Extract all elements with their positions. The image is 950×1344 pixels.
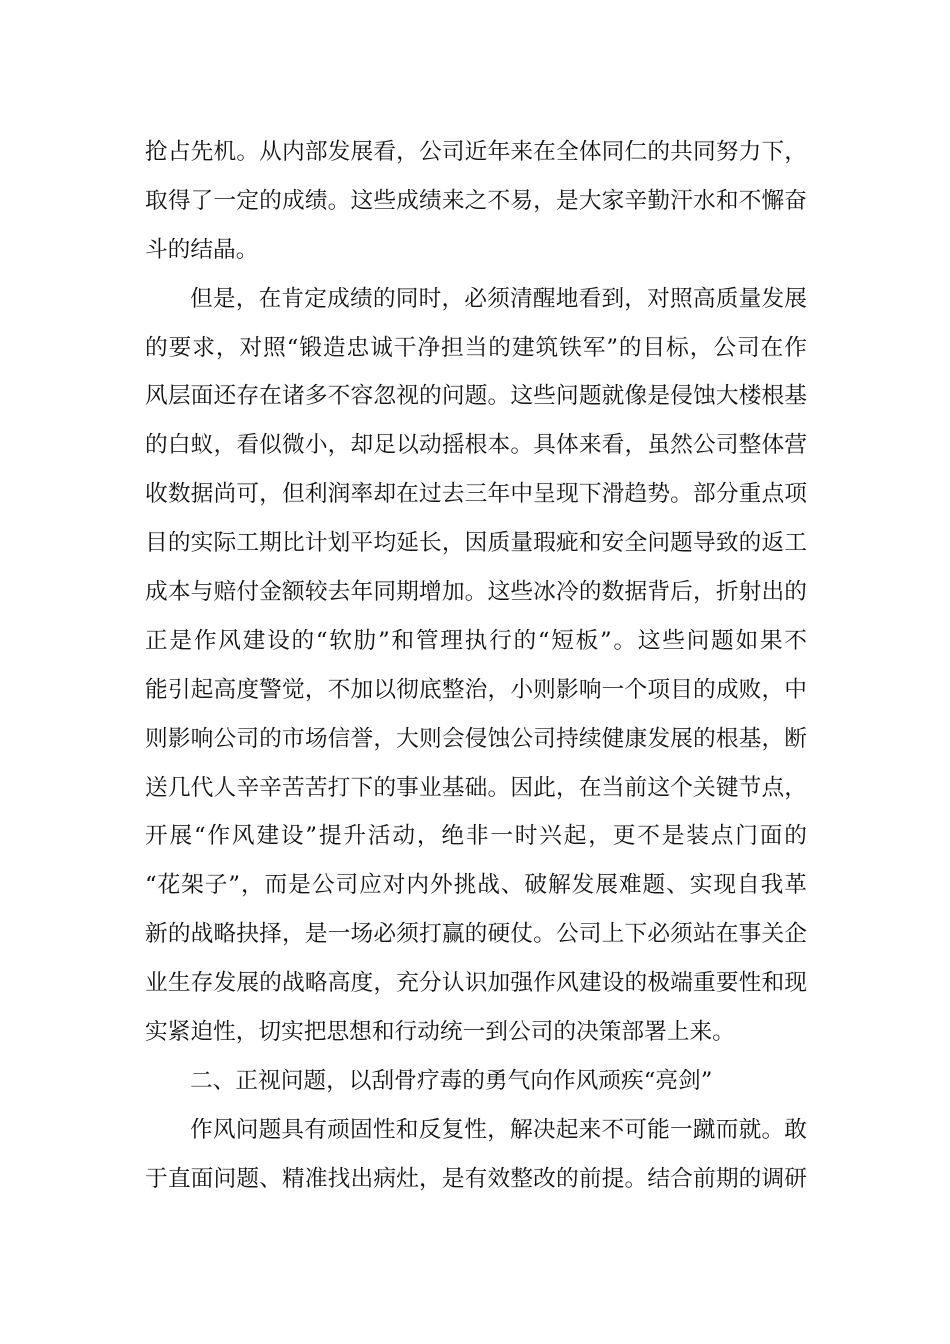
text-line: 风层面还存在诸多不容忽视的问题。这些问题就像是侵蚀大楼根基: [145, 383, 807, 410]
text-line: 于直面问题、精准找出病灶，是有效整改的前提。结合前期的调研: [145, 1165, 807, 1192]
text-line: “花架子”，而是公司应对内外挑战、破解发展难题、实现自我革: [145, 872, 807, 899]
text-line: 收数据尚可，但利润率却在过去三年中呈现下滑趋势。部分重点项: [145, 481, 807, 508]
text-line: 送几代人辛辛苦苦打下的事业基础。因此，在当前这个关键节点，: [145, 774, 807, 801]
text-line: 则影响公司的市场信誉，大则会侵蚀公司持续健康发展的根基，断: [145, 725, 807, 752]
section-heading: 二、正视问题，以刮骨疗毒的勇气向作风顽疾“亮剑”: [190, 1067, 713, 1094]
text-line: 成本与赔付金额较去年同期增加。这些冰冷的数据背后，折射出的: [145, 579, 807, 606]
text-line: 但是，在肯定成绩的同时，必须清醒地看到，对照高质量发展: [190, 285, 807, 312]
text-line: 能引起高度警觉，不加以彻底整治，小则影响一个项目的成败，中: [145, 676, 807, 703]
text-line: 取得了一定的成绩。这些成绩来之不易，是大家辛勤汗水和不懈奋: [145, 187, 807, 214]
text-line: 的白蚁，看似微小，却足以动摇根本。具体来看，虽然公司整体营: [145, 432, 807, 459]
text-line: 开展“作风建设”提升活动，绝非一时兴起，更不是装点门面的: [145, 823, 807, 850]
document-page: [145, 128, 807, 1204]
text-line: 斗的结晶。: [145, 236, 259, 263]
text-line: 实紧迫性，切实把思想和行动统一到公司的决策部署上来。: [145, 1019, 735, 1046]
text-line: 的要求，对照“锻造忠诚干净担当的建筑铁军”的目标，公司在作: [145, 334, 807, 361]
text-line: 业生存发展的战略高度，充分认识加强作风建设的极端重要性和现: [145, 970, 807, 997]
text-line: 抢占先机。从内部发展看，公司近年来在全体同仁的共同努力下，: [145, 139, 807, 165]
text-line: 正是作风建设的“软肋”和管理执行的“短板”。这些问题如果不: [145, 627, 807, 654]
text-line: 新的战略抉择，是一场必须打赢的硬仗。公司上下必须站在事关企: [145, 921, 807, 948]
text-line: 目的实际工期比计划平均延长，因质量瑕疵和安全问题导致的返工: [145, 530, 807, 557]
text-line: 作风问题具有顽固性和反复性，解决起来不可能一蹴而就。敢: [190, 1116, 807, 1143]
